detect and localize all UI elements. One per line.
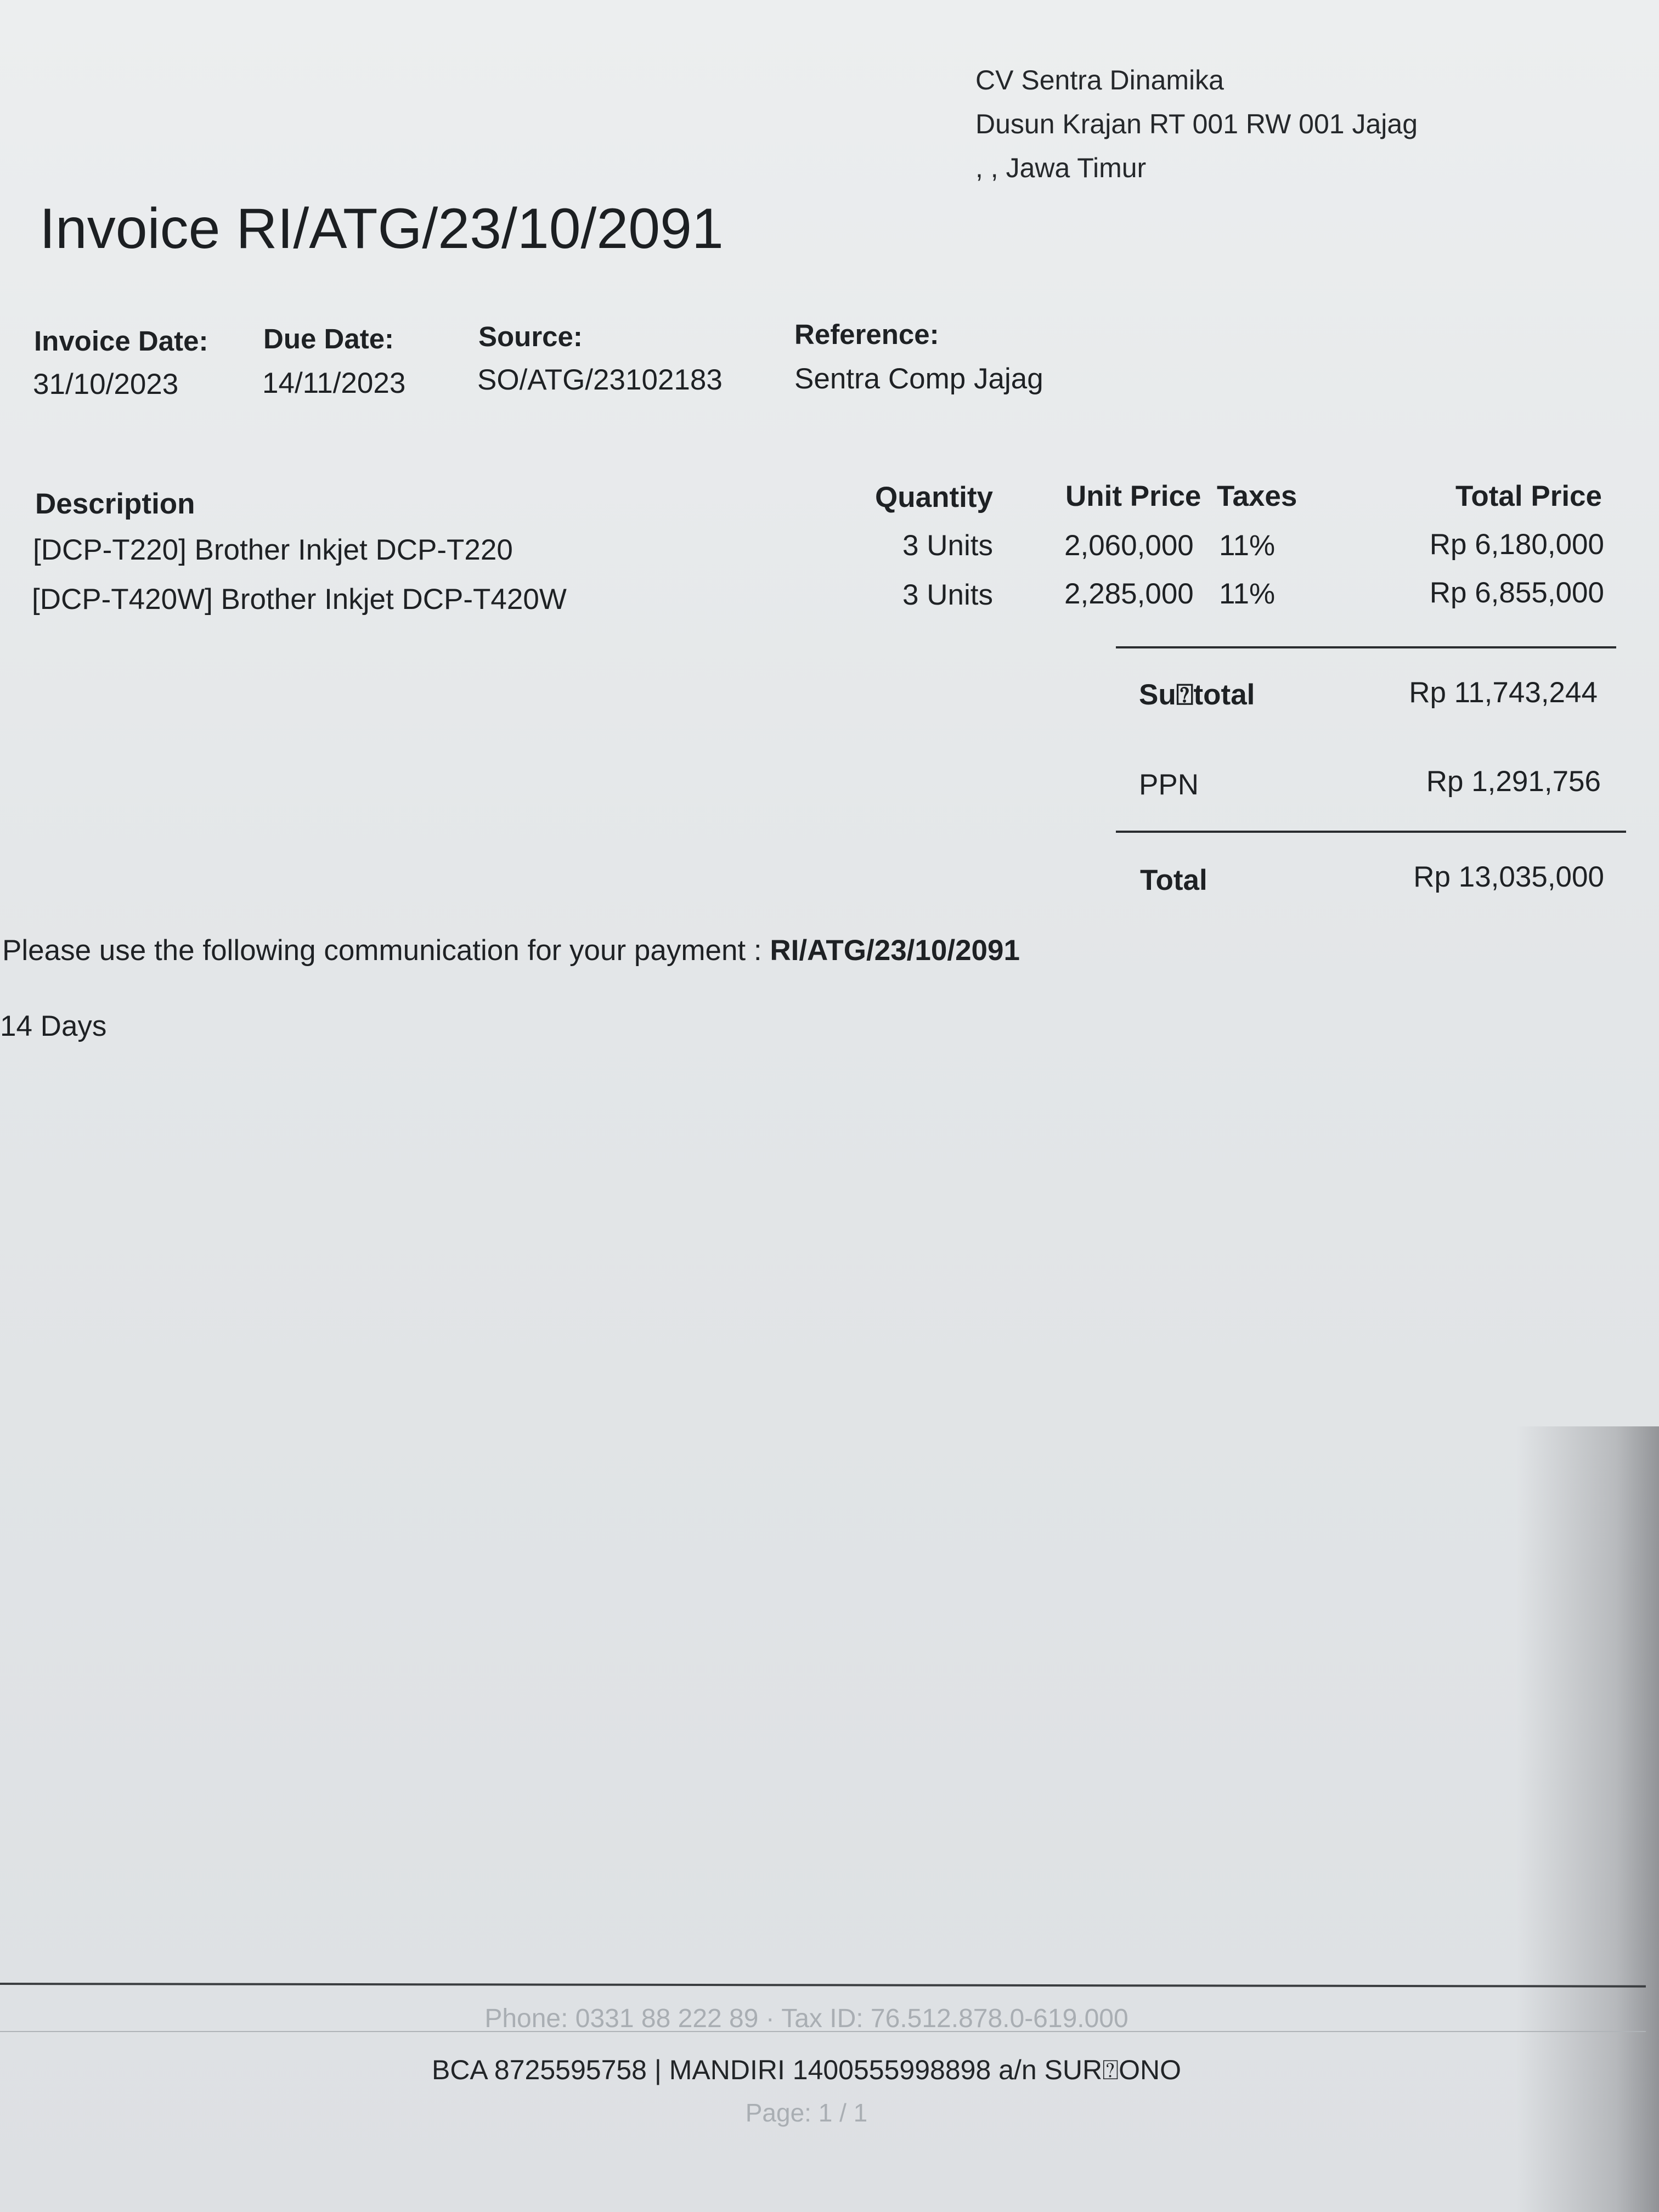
source-label: Source: [478,321,583,352]
payment-reference: RI/ATG/23/10/2091 [770,934,1020,967]
row-description: [DCP-T220] Brother Inkjet DCP-T220 [33,534,513,566]
payment-communication [2,934,1020,967]
header-unit-price: Unit Price [1065,480,1201,512]
row-taxes: 11% [1219,578,1276,610]
subtotal-value: Rp 11,743,244 [1409,676,1598,709]
header-description: Description [35,488,195,520]
header-quantity: Quantity [875,481,993,514]
payment-communication-text: Please use the following communication for your payment : [2,934,770,967]
invoice-date-label: Invoice Date: [34,325,208,357]
invoice-title: Invoice RI/ATG/23/10/2091 [40,197,724,261]
row-quantity: 3 Units [902,579,993,611]
header-total-price: Total Price [1455,480,1602,512]
row-description: [DCP-T420W] Brother Inkjet DCP-T420W [32,583,567,616]
row-unit-price: 2,285,000 [1064,578,1194,610]
subtotal-divider [1116,646,1616,648]
page-edge-shadow [1516,1426,1659,2212]
total-label: Total [1140,864,1207,896]
footer-bank-line: BCA 8725595758 | MANDIRI 1400555998898 a/n SUR⍰ONO [431,2055,1182,2085]
row-quantity: 3 Units [902,529,993,562]
footer-divider [0,1983,1646,1988]
due-date-value: 14/11/2023 [262,367,406,399]
due-date-label: Due Date: [263,323,394,354]
total-value: Rp 13,035,000 [1413,861,1604,893]
total-divider [1116,831,1626,833]
subtotal-label: Su⍰total [1139,679,1255,711]
row-total-price: Rp 6,180,000 [1429,528,1604,561]
reference-value: Sentra Comp Jajag [794,363,1043,395]
header-taxes: Taxes [1217,480,1297,512]
footer-contact-line: Phone: 0331 88 222 89 · Tax ID: 76.512.878.0-619.000 [484,2004,1128,2033]
company-address-line1: Dusun Krajan RT 001 RW 001 Jajag [975,109,1418,139]
row-total-price: Rp 6,855,000 [1429,577,1604,609]
source-value: SO/ATG/23102183 [477,364,723,396]
row-taxes: 11% [1219,529,1276,562]
payment-terms: 14 Days [0,1010,107,1042]
ppn-value: Rp 1,291,756 [1426,765,1601,798]
company-name: CV Sentra Dinamika [975,65,1224,95]
invoice-date-value: 31/10/2023 [33,368,179,400]
reference-label: Reference: [794,319,939,350]
ppn-label: PPN [1139,769,1199,801]
footer-page-number: Page: 1 / 1 [745,2098,868,2127]
row-unit-price: 2,060,000 [1064,529,1194,562]
company-address-line2: , , Jawa Timur [975,153,1147,183]
